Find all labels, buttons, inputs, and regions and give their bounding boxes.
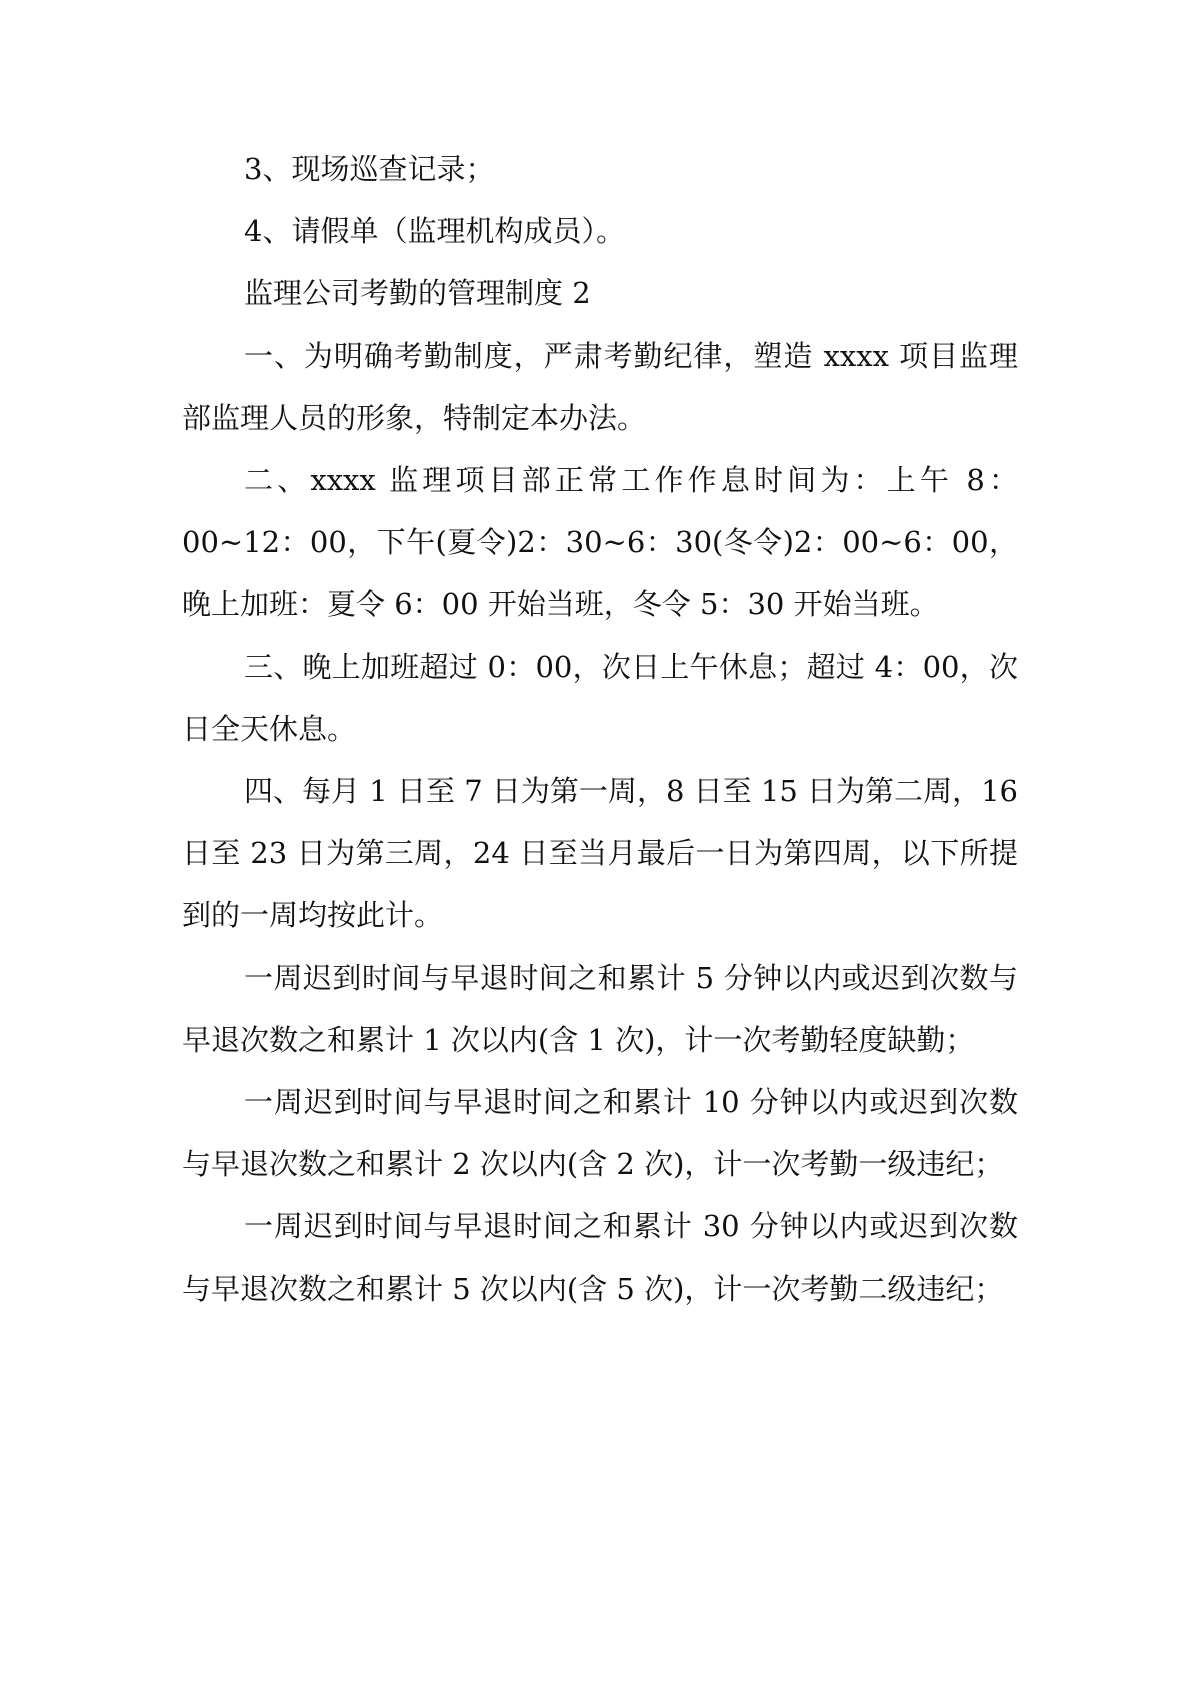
paragraph-overtime-rest: 三、晚上加班超过 0：00，次日上午休息；超过 4：00，次日全天休息。	[182, 649, 1018, 746]
paragraph-rule-level-1: 一周迟到时间与早退时间之和累计 10 分钟以内或迟到次数与早退次数之和累计 2 次以内(含 2 次)，计一次考勤一级违纪；	[182, 1085, 1018, 1182]
paragraph-rule-minor: 一周迟到时间与早退时间之和累计 5 分钟以内或迟到次数与早退次数之和累计 1 次以内(含 1 次)，计一次考勤轻度缺勤；	[182, 960, 1018, 1057]
paragraph-week-definition: 四、每月 1 日至 7 日为第一周，8 日至 15 日为第二周，16 日至 23 日为第三周，24 日至当月最后一日为第四周，以下所提到的一周均按此计。	[182, 774, 1018, 933]
document-body	[182, 138, 1018, 1320]
paragraph-rule-level-2: 一周迟到时间与早退时间之和累计 30 分钟以内或迟到次数与早退次数之和累计 5 次以内(含 5 次)，计一次考勤二级违纪；	[182, 1209, 1018, 1306]
paragraph-purpose: 一、为明确考勤制度，严肃考勤纪律，塑造 xxxx 项目监理部监理人员的形象，特制定本办法。	[182, 338, 1018, 435]
section-heading: 监理公司考勤的管理制度 2	[244, 276, 591, 311]
paragraph-item-3: 3、现场巡查记录；	[244, 152, 495, 186]
paragraph-work-hours: 二、xxxx 监理项目部正常工作作息时间为：上午 8：00~12：00，下午(夏令)2：30~6：30(冬令)2：00~6：00，晚上加班：夏令 6：00 开始当班，冬令 5：30 开始当班。	[182, 463, 1018, 622]
paragraph-item-4: 4、请假单（监理机构成员）。	[244, 214, 625, 249]
